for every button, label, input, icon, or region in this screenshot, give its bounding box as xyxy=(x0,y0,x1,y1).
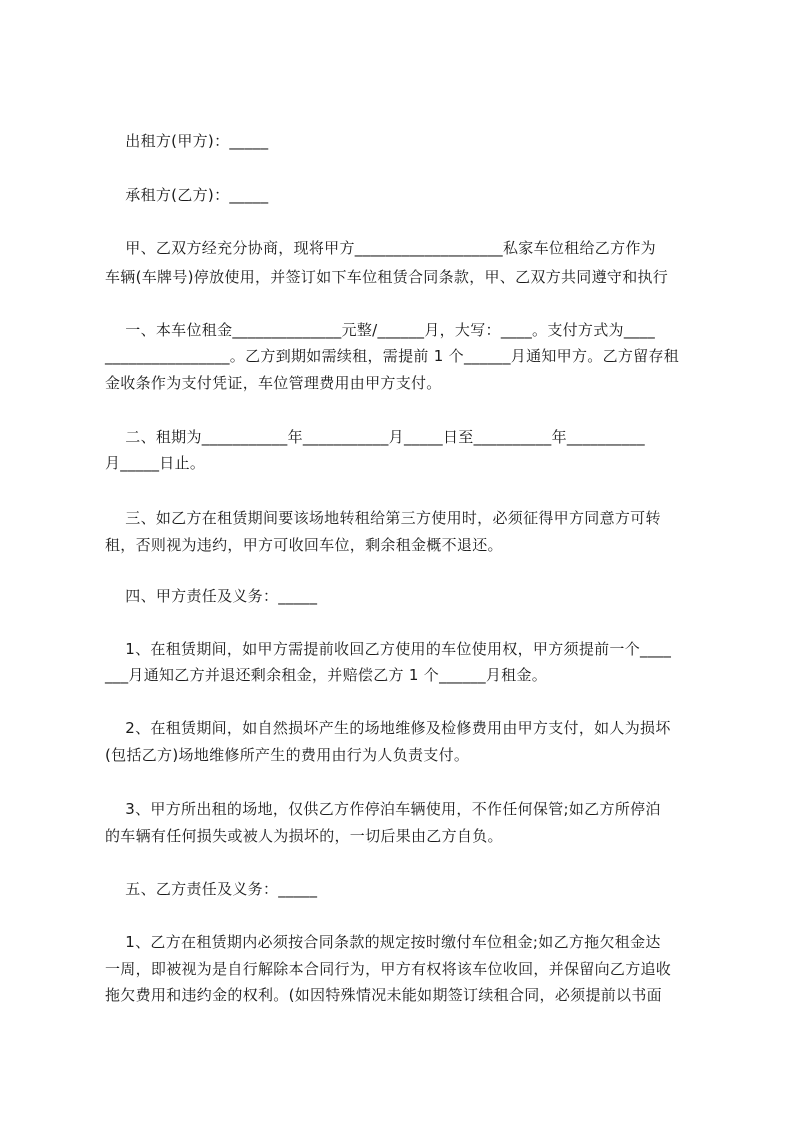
clause-4-item-2-line-2: (包括乙方)场地维修所产生的费用由行为人负责支付。 xyxy=(105,746,470,764)
clause-5-item-1-line-2: 一周，即被视为是自行解除本合同行为，甲方有权将该车位收回，并保留向乙方追收 xyxy=(105,960,672,978)
clause-4-item-1-line-1: 1、在租赁期间，如甲方需提前收回乙方使用的车位使用权，甲方须提前一个____ xyxy=(105,640,672,658)
clause-4-item-2-line-1: 2、在租赁期间，如自然损坏产生的场地维修及检修费用由甲方支付，如人为损坏 xyxy=(105,719,671,737)
clause-5-item-1-line-3: 拖欠费用和违约金的权利。(如因特殊情况未能如期签订续租合同，必须提前以书面 xyxy=(105,986,662,1004)
lessee-line: 承租方(乙方)：_____ xyxy=(105,186,269,204)
clause-2-line-1: 二、租期为___________年___________月_____日至__________年__________ xyxy=(105,428,645,446)
clause-4-item-3-line-1: 3、甲方所出租的场地，仅供乙方作停泊车辆使用，不作任何保管;如乙方所停泊 xyxy=(105,800,661,818)
clause-1-line-1: 一、本车位租金______________元整/______月，大写：____。支付方式为____ xyxy=(105,321,656,339)
clause-5-heading: 五、乙方责任及义务：_____ xyxy=(105,880,318,898)
clause-4-item-3-line-2: 的车辆有任何损失或被人为损坏的，一切后果由乙方自负。 xyxy=(105,827,503,845)
preamble-line-2: 车辆(车牌号)停放使用，并签订如下车位租赁合同条款，甲、乙双方共同遵守和执行 xyxy=(105,268,669,286)
clause-5-item-1-line-1: 1、乙方在租赁期内必须按合同条款的规定按时缴付车位租金;如乙方拖欠租金达 xyxy=(105,933,661,951)
preamble-line-1: 甲、乙双方经充分协商，现将甲方___________________私家车位租给乙方作为 xyxy=(105,239,656,257)
clause-1-line-3: 金收条作为支付凭证，车位管理费用由甲方支付。 xyxy=(105,374,442,392)
clause-2-line-2: 月_____日止。 xyxy=(105,454,206,472)
clause-4-heading: 四、甲方责任及义务：_____ xyxy=(105,587,318,605)
clause-4-item-1-line-2: ___月通知乙方并退还剩余租金，并赔偿乙方 1 个______月租金。 xyxy=(105,666,548,684)
clause-3-line-2: 租，否则视为违约，甲方可收回车位，剩余租金概不退还。 xyxy=(105,536,503,554)
clause-3-line-1: 三、如乙方在租赁期间要该场地转租给第三方使用时，必须征得甲方同意方可转 xyxy=(105,509,661,527)
clause-1-line-2: ________________。乙方到期如需续租，需提前 1 个______月通知甲方。乙方留存租 xyxy=(105,347,680,365)
lessor-line: 出租方(甲方)：_____ xyxy=(105,132,269,150)
